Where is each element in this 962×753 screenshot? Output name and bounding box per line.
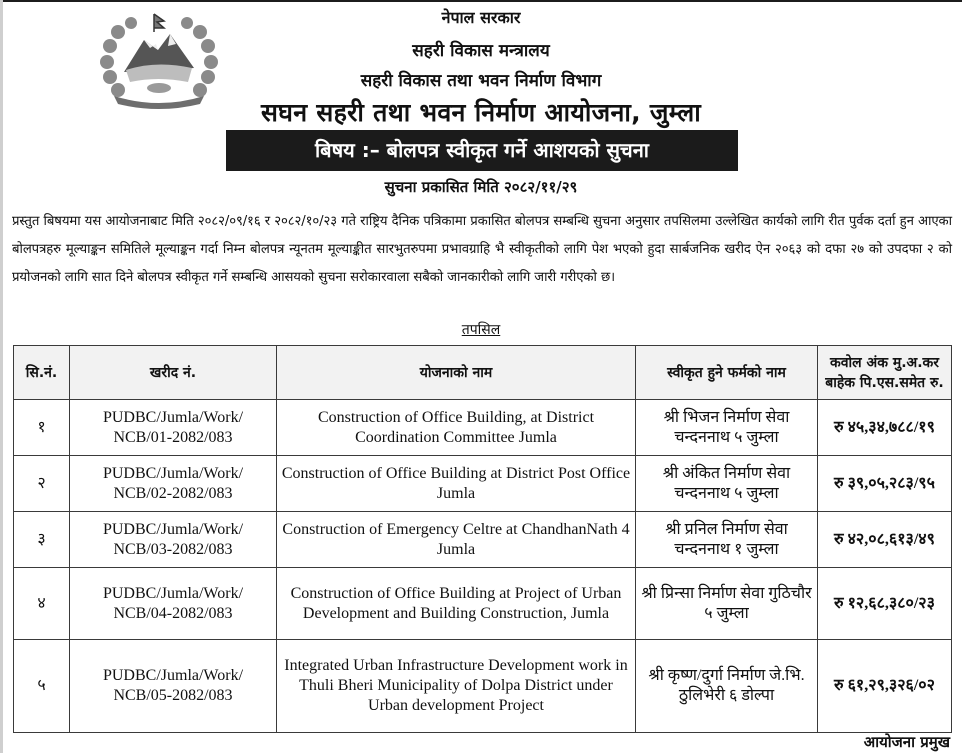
col-header-firm: स्वीकृत हुने फर्मको नाम xyxy=(636,346,818,400)
ministry-name: सहरी विकास मन्त्रालय xyxy=(412,41,550,61)
cell-amount: रु ६१,२९,३२६/०२ xyxy=(818,640,952,733)
signatory-title: आयोजना प्रमुख xyxy=(863,733,950,751)
cell-sn: ४ xyxy=(14,568,70,640)
cell-procurement-no: PUDBC/Jumla/Work/ NCB/04-2082/083 xyxy=(70,568,277,640)
cell-sn: ५ xyxy=(14,640,70,733)
published-date: सुचना प्रकासित मिति २०८२/११/२९ xyxy=(384,178,578,196)
col-header-procurement-no: खरीद नं. xyxy=(70,346,277,400)
table-row xyxy=(14,640,952,733)
table-header-row xyxy=(14,346,952,400)
cell-procurement-no: PUDBC/Jumla/Work/ NCB/01-2082/083 xyxy=(70,400,277,456)
cell-project: Construction of Office Building at Project of Urban Development and Building Construction, Jumla xyxy=(277,568,636,640)
col-header-amount: कवोल अंक मु.अ.कर बाहेक पि.एस.समेत रु. xyxy=(818,346,952,400)
cell-sn: ३ xyxy=(14,512,70,568)
cell-firm: श्री प्रिन्सा निर्माण सेवा गुठिचौर ५ जुम्ला xyxy=(636,568,818,640)
cell-firm: श्री भिजन निर्माण सेवा चन्दननाथ ५ जुम्ला xyxy=(636,400,818,456)
cell-procurement-no: PUDBC/Jumla/Work/ NCB/02-2082/083 xyxy=(70,456,277,512)
cell-firm: श्री कृष्ण/दुर्गा निर्माण जे.भि. ठुलिभेरी ६ डोल्पा xyxy=(636,640,818,733)
notice-body: प्रस्तुत बिषयमा यस आयोजनाबाट मिति २०८२/०९/१६ र २०८२/१०/२३ गते राष्ट्रिय दैनिक पत्रिकामा प्रकासित बोलपत्र सम्बन्धि सुचना अनुसार तपसिलमा उल्लेखित कार्यको लागि रीत पुर्वक दर्ता हुन आएका बोलपत्रहरु मूल्याङ्कन समितिले मूल्याङ्कन गर्दा निम्न बोलपत्र न्यूनतम मूल्याङ्कीत सारभुतरुपमा प्रभावग्राहि भै स्वीकृतीको लागि पेश भएको हुदा सार्बजनिक खरीद ऐन २०६३ को दफा २७ को उपदफा २ को प्रयोजनको लागि सात दिने बोलपत्र स्वीकृत गर्ने सम्बन्धि आसयको सुचना सरोकारवाला सबैको जानकारीको लागि जारी गरीएको छ। xyxy=(12,214,952,285)
cell-procurement-no: PUDBC/Jumla/Work/ NCB/03-2082/083 xyxy=(70,512,277,568)
office-name: सघन सहरी तथा भवन निर्माण आयोजना, जुम्ला xyxy=(260,98,702,127)
schedule-title xyxy=(0,320,962,339)
table-row xyxy=(14,568,952,640)
cell-firm: श्री अंकित निर्माण सेवा चन्दननाथ ५ जुम्ला xyxy=(636,456,818,512)
notice-subject: बिषय :– बोलपत्र स्वीकृत गर्ने आशयको सुचना xyxy=(226,130,738,171)
schedule-title-text: तपसिल xyxy=(461,322,501,338)
top-border xyxy=(0,0,962,2)
cell-amount: रु ४२,०८,६१३/४९ xyxy=(818,512,952,568)
cell-amount: रु १२,६८,३८०/२३ xyxy=(818,568,952,640)
col-header-project: योजनाको नाम xyxy=(277,346,636,400)
table-row xyxy=(14,400,952,456)
col-header-sn: सि.नं. xyxy=(14,346,70,400)
cell-amount: रु ३९,०५,२८३/९५ xyxy=(818,456,952,512)
cell-sn: २ xyxy=(14,456,70,512)
cell-firm: श्री प्रनिल निर्माण सेवा चन्दननाथ १ जुम्ला xyxy=(636,512,818,568)
table-row xyxy=(14,512,952,568)
cell-project: Construction of Emergency Celtre at ChandhanNath 4 Jumla xyxy=(277,512,636,568)
cell-amount: रु ४५,३४,७८८/१९ xyxy=(818,400,952,456)
table-row xyxy=(14,456,952,512)
cell-sn: १ xyxy=(14,400,70,456)
bid-table xyxy=(13,345,952,733)
government-name: नेपाल सरकार xyxy=(441,8,521,27)
cell-project: Integrated Urban Infrastructure Development work in Thuli Bheri Municipality of Dolpa District under Urban development Project xyxy=(277,640,636,733)
cell-procurement-no: PUDBC/Jumla/Work/ NCB/05-2082/083 xyxy=(70,640,277,733)
cell-project: Construction of Office Building, at District Coordination Committee Jumla xyxy=(277,400,636,456)
cell-project: Construction of Office Building at District Post Office Jumla xyxy=(277,456,636,512)
department-name: सहरी विकास तथा भवन निर्माण विभाग xyxy=(360,71,602,91)
